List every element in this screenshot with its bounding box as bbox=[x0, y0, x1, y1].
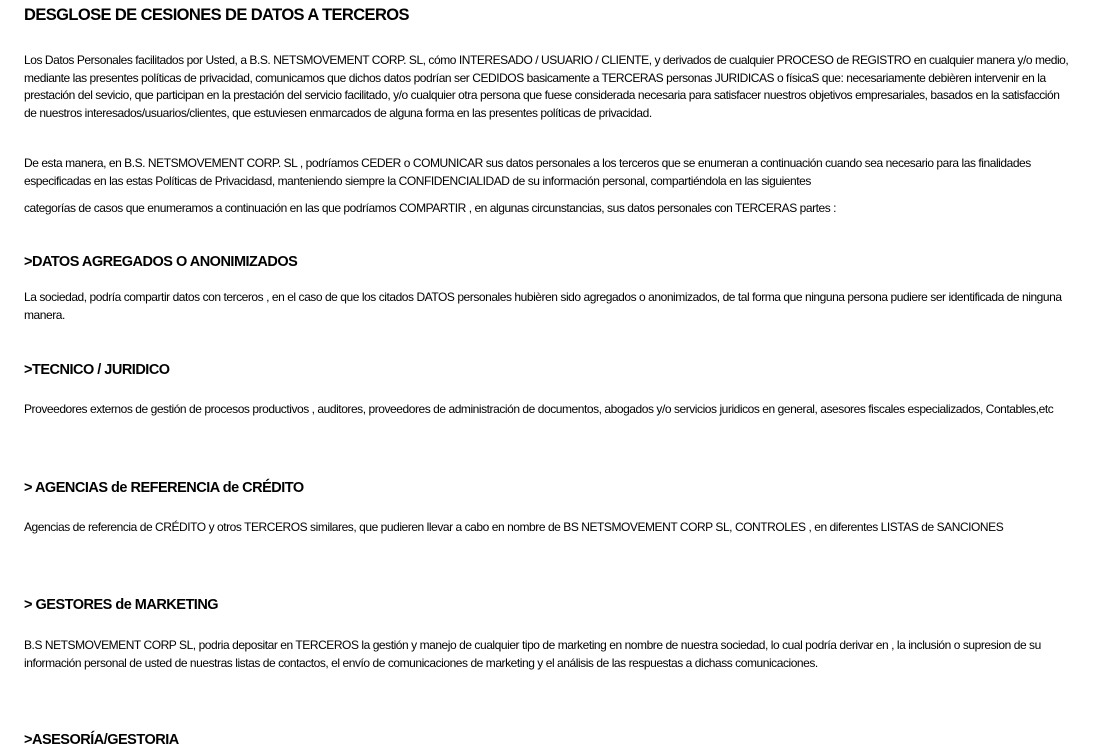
document-title: DESGLOSE DE CESIONES DE DATOS A TERCEROS bbox=[24, 6, 409, 24]
intro-paragraph-1: Los Datos Personales facilitados por Usted, a B.S. NETSMOVEMENT CORP. SL, cómo INTERESADO / USUARIO / CLIENTE, y derivados de cualquier PROCESO de REGISTRO en cualquier manera y/o medio, mediante las presentes políticas de privacidad, comunicamos que dichos datos podrían ser CEDIDOS basicamente a TERCERAS personas JURIDICAS o físicaS que: necesariamente debièren intervenir en la prestación del sevicio, que participan en la prestación del servicio facilitado, y/o cualquier otra persona que fuese considerada necesaria para satisfacer nuestros objetivos empresariales, basados en la satisfacción de nuestros interesados/usuarios/clientes, que estuviesen enmarcados de alguna forma en las presentes políticas de privacidad. bbox=[24, 53, 1069, 120]
section-heading-tecnico-juridico: >TECNICO / JURIDICO bbox=[24, 362, 170, 378]
section-heading-asesoria-gestoria: >ASESORÍA/GESTORIA bbox=[24, 732, 179, 748]
section-heading-gestores-marketing: > GESTORES de MARKETING bbox=[24, 597, 219, 613]
section-body-gestores-marketing: B.S NETSMOVEMENT CORP SL, podria depositar en TERCEROS la gestión y manejo de cualquier tipo de marketing en nombre de nuestra sociedad, lo cual podría derivar en , la inclusión o supresion de su información personal de usted de nuestras listas de contactos, el envío de comunicaciones de marketing y el análisis de las respuestas a dichass comunicaciones. bbox=[24, 638, 1041, 670]
section-body-tecnico-juridico: Proveedores externos de gestión de procesos productivos , auditores, proveedores de administración de documentos, abogados y/o servicios juridicos en general, asesores fiscales especializados, Contables,etc bbox=[24, 402, 1054, 416]
section-heading-agencias-credito: > AGENCIAS de REFERENCIA de CRÉDITO bbox=[24, 480, 304, 496]
intro-paragraph-2: De esta manera, en B.S. NETSMOVEMENT CORP. SL , podríamos CEDER o COMUNICAR sus datos personales a los terceros que se enumeran a continuación cuando sea necesario para las finalidades especificadas en las estas Políticas de Privacidasd, manteniendo siempre la CONFIDENCIALIDAD de su información personal, compartiéndola en las siguientes bbox=[24, 156, 1031, 188]
section-body-agencias-credito: Agencias de referencia de CRÉDITO y otros TERCEROS similares, que pudieren llevar a cabo en nombre de BS NETSMOVEMENT CORP SL, CONTROLES , en diferentes LISTAS de SANCIONES bbox=[24, 520, 1004, 534]
section-body-datos-agregados: La sociedad, podría compartir datos con terceros , en el caso de que los citados DATOS personales hubièren sido agregados o anonimizados, de tal forma que ninguna persona pudiere ser identificada de ninguna manera. bbox=[24, 290, 1062, 322]
section-heading-datos-agregados: >DATOS AGREGADOS O ANONIMIZADOS bbox=[24, 254, 298, 270]
intro-paragraph-3: categorías de casos que enumeramos a continuación en las que podríamos COMPARTIR , en algunas circunstancias, sus datos personales con TERCERAS partes : bbox=[24, 201, 837, 215]
